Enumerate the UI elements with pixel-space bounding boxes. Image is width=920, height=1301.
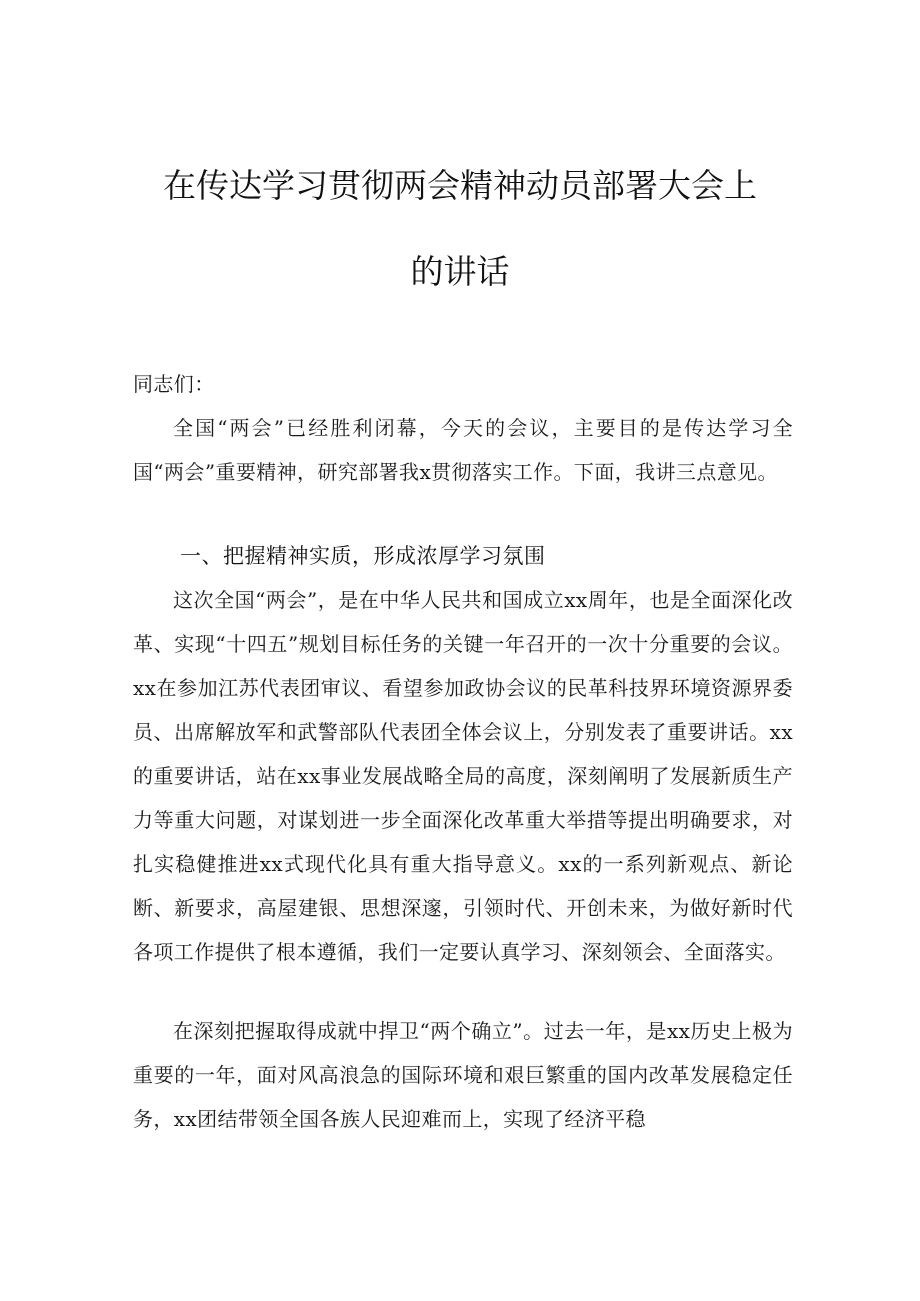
document-title-line-2: 的讲话 — [410, 252, 510, 291]
document-title-line-1: 在传达学习贯彻两会精神动员部署大会上 — [163, 166, 757, 205]
paragraph-achievements: 在深刻把握取得成就中捍卫“两个确立”。过去一年，是xx历史上极为重要的一年，面对风高浪急的国际环境和艰巨繁重的国内改革发展稳定任务，xx团结带领全国各族人民迎难而上，实现了经济平稳 — [133, 1019, 793, 1131]
section-heading-1: 一、把握精神实质，形成浓厚学习氛围 — [180, 544, 546, 568]
paragraph-intro: 全国“两会”已经胜利闭幕，今天的会议，主要目的是传达学习全国“两会”重要精神，研究部署我x贯彻落实工作。下面，我讲三点意见。 — [133, 416, 793, 484]
paragraph-section1: 这次全国“两会”，是在中华人民共和国成立xx周年，也是全面深化改革、实现“十四五”规划目标任务的关键一年召开的一次十分重要的会议。xx在参加江苏代表团审议、看望参加政协会议的民革科技界环境资源界委员、出席解放军和武警部队代表团全体会议上，分别发表了重要讲话。xx的重要讲话，站在xx事业发展战略全局的高度，深刻阐明了发展新质生产力等重大问题，对谋划进一步全面深化改革重大举措等提出明确要求，对扎实稳健推进xx式现代化具有重大指导意义。xx的一系列新观点、新论断、新要求，高屋建银、思想深邃，引领时代、开创未来，为做好新时代各项工作提供了根本遵循，我们一定要认真学习、深刻领会、全面落实。 — [133, 588, 793, 964]
salutation: 同志们： — [133, 372, 215, 396]
